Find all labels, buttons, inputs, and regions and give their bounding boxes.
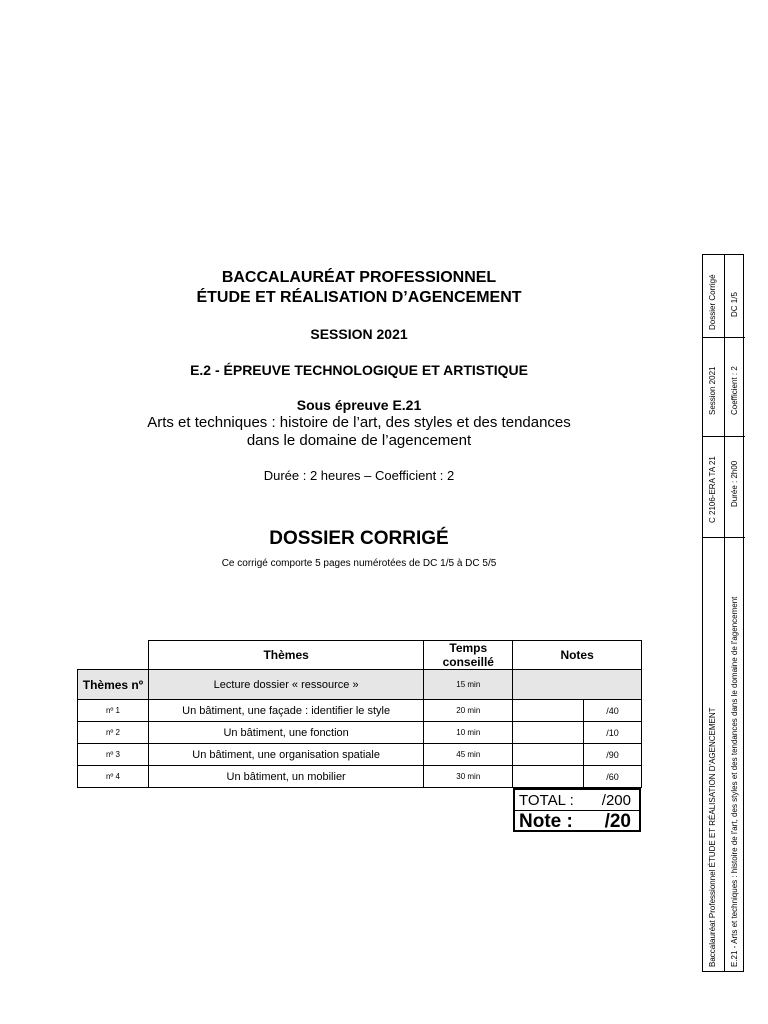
row-blank: [513, 722, 584, 744]
duration-coefficient: Durée : 2 heures – Coefficient : 2: [263, 468, 455, 483]
note-value: /20: [604, 811, 631, 832]
cartouche-divider: [703, 537, 745, 538]
row-no: nº 2: [78, 722, 149, 744]
session-label: SESSION 2021: [310, 326, 408, 342]
lecture-label: Lecture dossier « ressource »: [148, 670, 423, 700]
header-themes: Thèmes: [148, 641, 423, 670]
exam-title: [0, 268, 718, 308]
cartouche-session: Session 2021: [708, 366, 717, 415]
row-time: 45 min: [424, 744, 513, 766]
header-notes: Notes: [513, 641, 642, 670]
cartouche-doc-type: Dossier Corrigé: [708, 274, 717, 330]
grading-table: [77, 640, 642, 788]
note-label: Note :: [519, 811, 573, 832]
total-row: [515, 790, 639, 811]
row-blank: [513, 700, 584, 722]
lecture-time: 15 min: [424, 670, 513, 700]
cartouche-code: C 2106-ERA TA 21: [708, 456, 717, 523]
row-time: 30 min: [424, 766, 513, 788]
header-temps: Temps conseillé: [424, 641, 513, 670]
cartouche-divider: [724, 255, 725, 971]
row-score: /10: [584, 722, 642, 744]
row-no: nº 1: [78, 700, 149, 722]
note-row: [515, 811, 639, 833]
row-theme: Un bâtiment, une organisation spatiale: [148, 744, 423, 766]
cartouche-subject: E.21 - Arts et techniques : histoire de l'art, des styles et des tendances dans le domaine de l'agencement: [730, 596, 739, 967]
row-time: 20 min: [424, 700, 513, 722]
sous-epreuve-title: Sous épreuve E.21: [296, 397, 422, 413]
row-theme: Un bâtiment, une fonction: [148, 722, 423, 744]
row-score: /60: [584, 766, 642, 788]
cartouche-divider: [703, 337, 745, 338]
total-note-box: [513, 788, 641, 832]
table-row: [78, 766, 642, 788]
total-label: TOTAL :: [519, 791, 574, 809]
table-row: [78, 744, 642, 766]
cartouche-coefficient: Coefficient : 2: [730, 366, 739, 415]
exam-title-line1: BACCALAURÉAT PROFESSIONNEL: [221, 269, 497, 286]
row-blank: [513, 766, 584, 788]
row-score: /40: [584, 700, 642, 722]
table-row: [78, 722, 642, 744]
row-theme: Un bâtiment, une façade : identifier le style: [148, 700, 423, 722]
subject-line1: Arts et techniques : histoire de l’art, des styles et des tendances: [147, 414, 571, 431]
row-no: nº 3: [78, 744, 149, 766]
cartouche-divider: [703, 436, 745, 437]
row-blank: [513, 744, 584, 766]
empty-corner: [78, 641, 149, 670]
row-score: /90: [584, 744, 642, 766]
side-cartouche: [702, 254, 744, 972]
subject-line2: dans le domaine de l’agencement: [246, 432, 472, 449]
exam-title-line2: ÉTUDE ET RÉALISATION D’AGENCEMENT: [196, 289, 522, 306]
header-themes-no: Thèmes nº: [78, 670, 149, 700]
row-no: nº 4: [78, 766, 149, 788]
cartouche-duration: Durée : 2h00: [730, 460, 739, 507]
lecture-notes: [513, 670, 642, 700]
pages-note: Ce corrigé comporte 5 pages numérotées de DC 1/5 à DC 5/5: [221, 558, 497, 569]
row-theme: Un bâtiment, un mobilier: [148, 766, 423, 788]
dossier-title: DOSSIER CORRIGÉ: [269, 528, 449, 549]
epreuve-title: E.2 - ÉPREUVE TECHNOLOGIQUE ET ARTISTIQUE: [190, 362, 528, 378]
subject-description: [0, 414, 718, 450]
cartouche-page: DC 1/5: [730, 292, 739, 317]
total-value: /200: [601, 791, 631, 809]
table-row: [78, 700, 642, 722]
row-time: 10 min: [424, 722, 513, 744]
cartouche-diploma: Baccalauréat Professionnel ÉTUDE ET RÉALISATION D'AGENCEMENT: [708, 707, 717, 967]
